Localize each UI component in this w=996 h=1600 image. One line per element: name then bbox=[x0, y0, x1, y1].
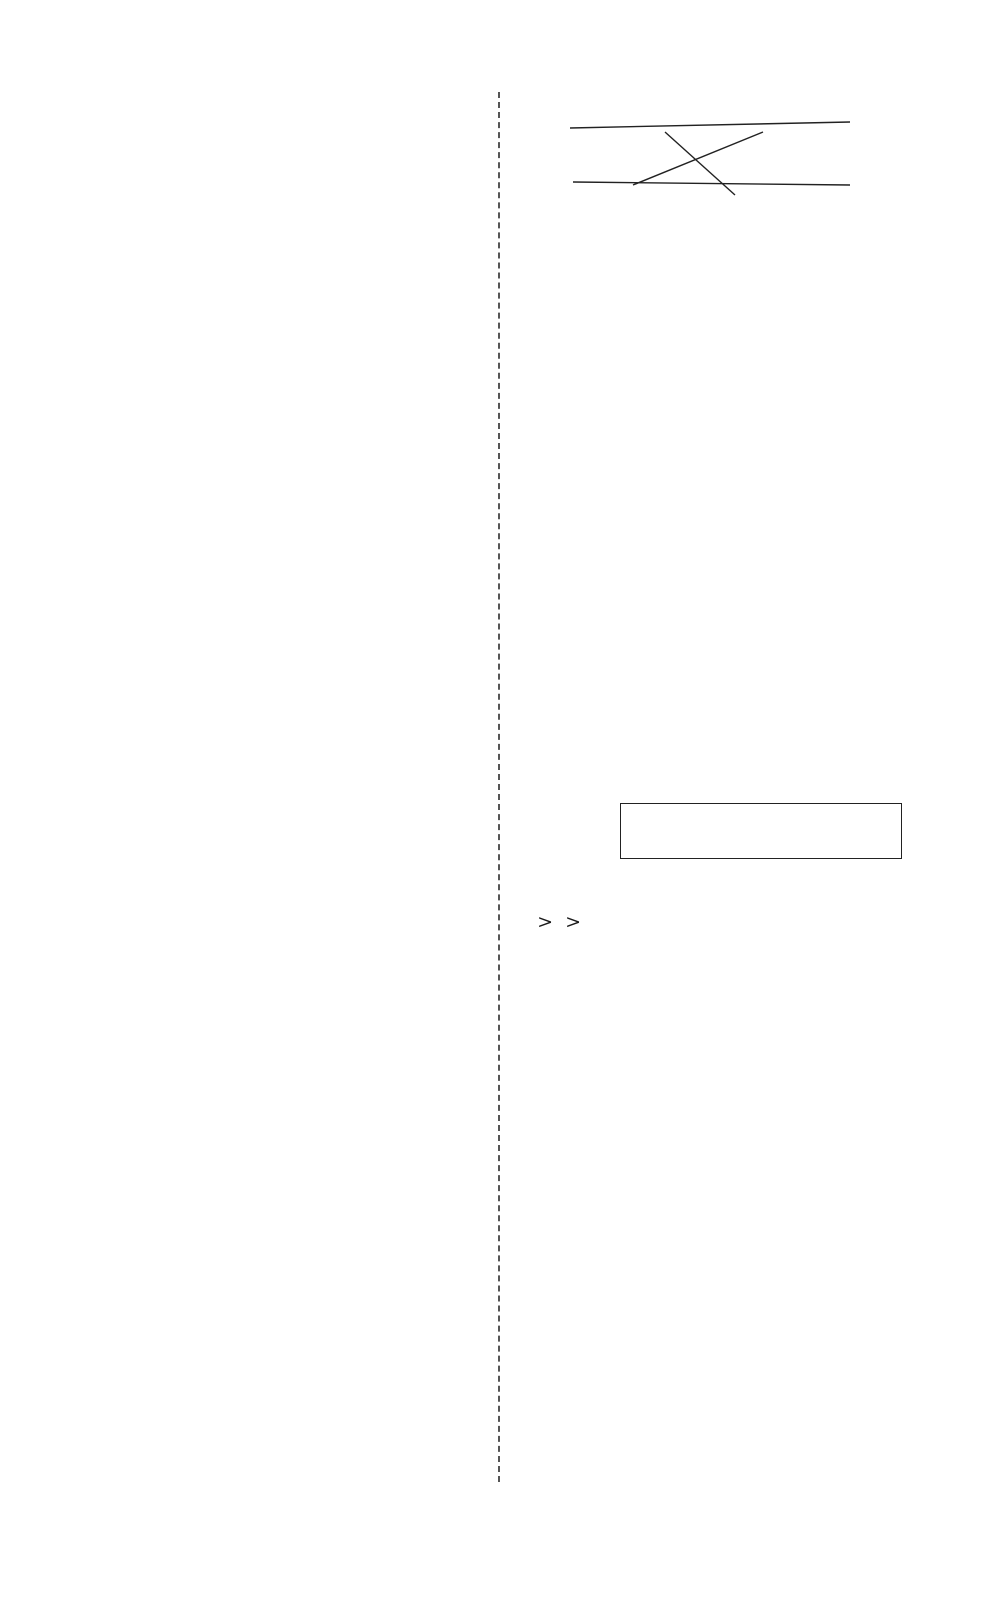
column-divider bbox=[498, 92, 500, 1482]
l6-q6-line4 bbox=[60, 992, 84, 1011]
match-line bbox=[573, 182, 850, 185]
r-l8-q1-1 bbox=[525, 557, 537, 576]
r-q5a bbox=[525, 240, 555, 259]
r-l9-q3a bbox=[525, 1286, 531, 1305]
l-q3-1 bbox=[35, 252, 59, 271]
r-l9-q1-4 bbox=[550, 1196, 578, 1215]
page-footer bbox=[160, 1460, 258, 1481]
shading-grid bbox=[620, 803, 902, 859]
l6-q4-2 bbox=[60, 718, 66, 737]
r-q5-answer2 bbox=[550, 466, 562, 485]
r-l8-q3 bbox=[525, 746, 531, 765]
r-l9-q3b bbox=[550, 1343, 556, 1362]
greater-than-sign: > bbox=[565, 910, 582, 933]
greater-than-sign: > bbox=[537, 910, 554, 933]
l-q3-2-answer bbox=[60, 420, 72, 439]
l6-q6-answer bbox=[60, 1048, 84, 1067]
r-l9-q1-2 bbox=[550, 1138, 562, 1157]
l-q1-5 bbox=[60, 155, 66, 174]
r-q5c bbox=[550, 352, 568, 371]
l6-q4-1 bbox=[35, 660, 47, 679]
l7-q1-4 bbox=[60, 1284, 66, 1303]
l-q3-2 bbox=[60, 364, 78, 383]
l7-q1-2 bbox=[60, 1172, 72, 1191]
l-q1-4 bbox=[60, 100, 66, 119]
l6-q1 bbox=[35, 545, 41, 564]
l6-q5-below bbox=[60, 830, 66, 849]
r-l9-q4 bbox=[525, 1398, 531, 1417]
match-line bbox=[633, 132, 763, 185]
l6-q5-above bbox=[35, 773, 47, 792]
r-l8-q5 bbox=[525, 912, 587, 932]
match-line bbox=[665, 132, 735, 195]
match-line bbox=[570, 122, 850, 128]
l-q3-1-answer bbox=[60, 308, 72, 327]
matching-lines bbox=[505, 0, 996, 240]
l7-q1-3 bbox=[60, 1228, 66, 1247]
r-q5-answer1 bbox=[550, 410, 562, 429]
l7-q3 bbox=[35, 1408, 41, 1427]
r-q5b bbox=[550, 296, 574, 315]
